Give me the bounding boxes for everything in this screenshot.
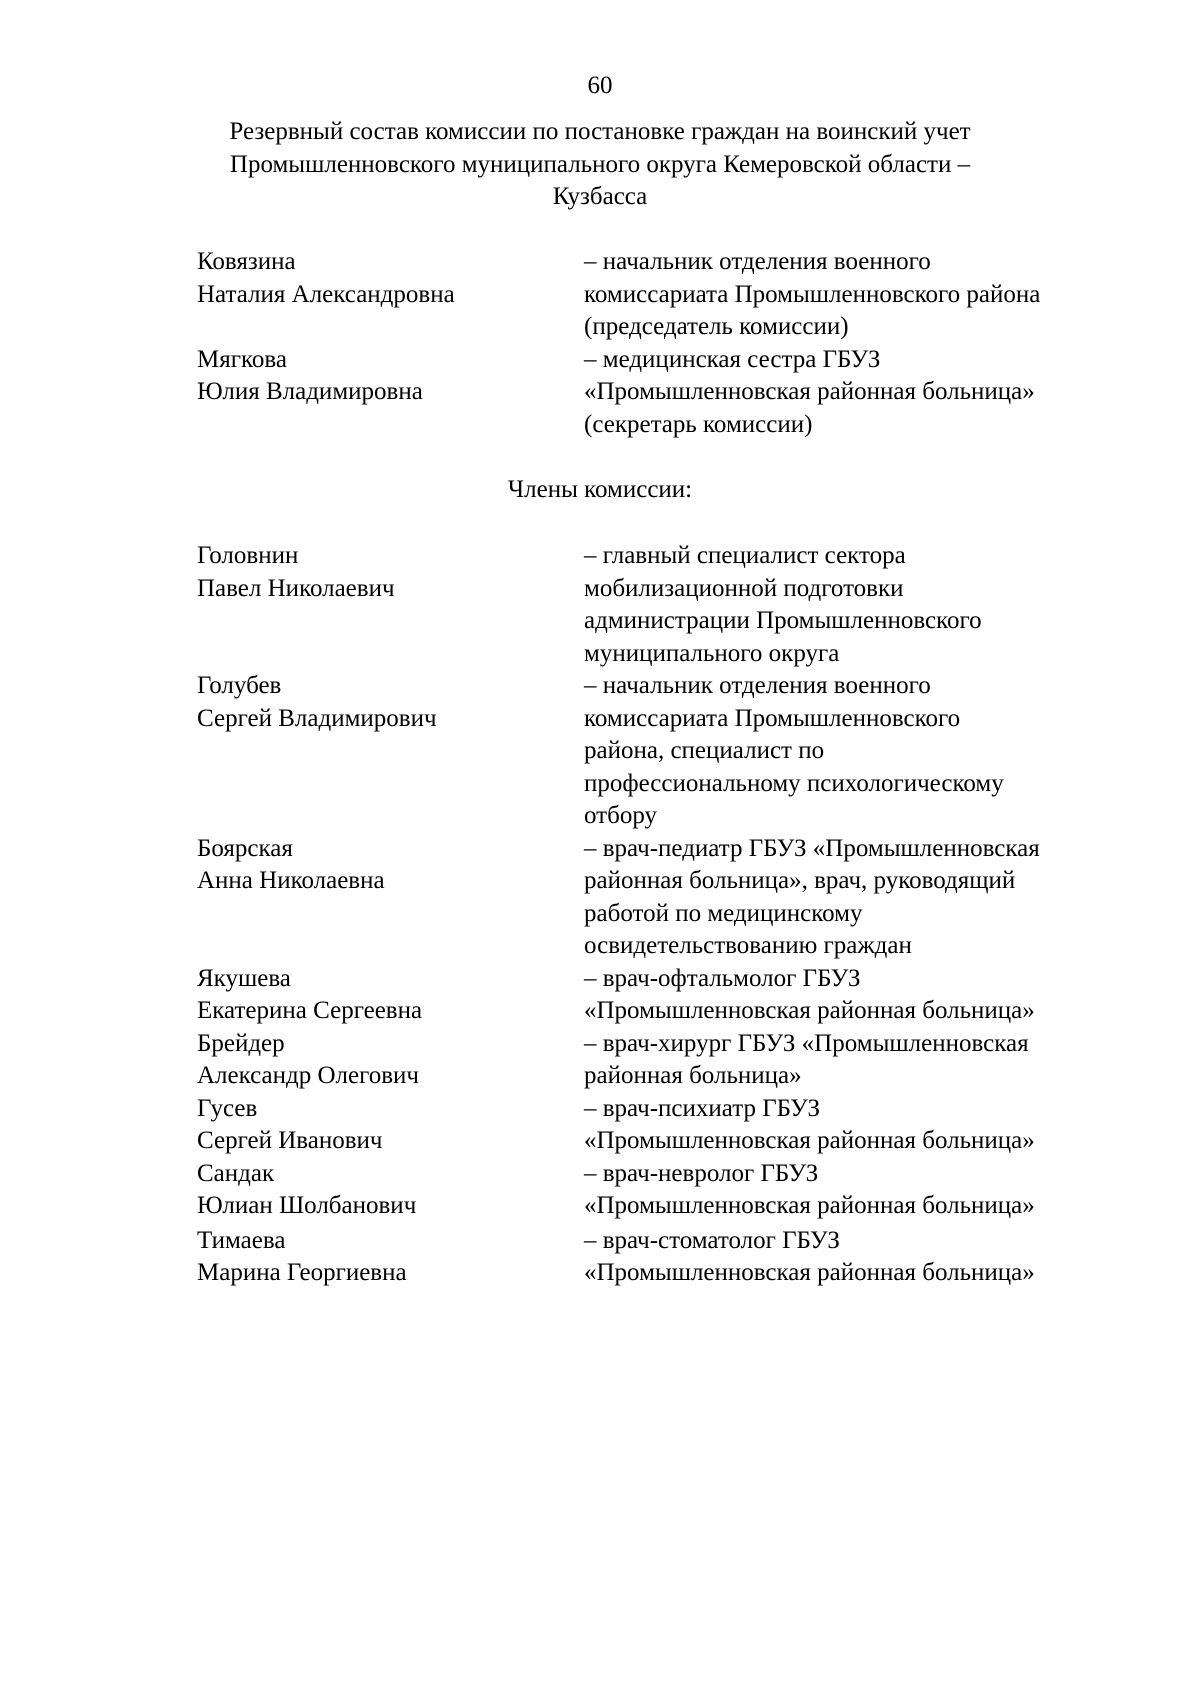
role-line: – врач-хирург ГБУЗ «Промышленновская <box>584 1029 1029 1057</box>
person-given-names: Анна Николаевна <box>197 867 385 894</box>
role-line: районная больница», врач, руководящий <box>584 867 1016 894</box>
role-line: «Промышленновская районная больница» <box>584 997 1035 1024</box>
person-surname: Ковязина <box>197 248 296 275</box>
role-line: – врач-офтальмолог ГБУЗ <box>584 964 861 992</box>
leadership-list <box>197 246 1117 441</box>
role-line: – врач-невролог ГБУЗ <box>584 1159 819 1187</box>
members-list <box>197 540 1117 1290</box>
person-given-names: Павел Николаевич <box>197 574 395 602</box>
person-name <box>197 246 584 344</box>
person-name <box>197 540 584 670</box>
role-line: муниципального округа <box>584 639 840 667</box>
role-line: «Промышленновская районная больница» <box>584 1192 1035 1219</box>
page-number: 60 <box>587 72 613 99</box>
member-entry <box>197 1093 1117 1158</box>
secretary-entry <box>197 344 1117 442</box>
role-line: «Промышленновская районная больница» <box>584 378 1035 405</box>
person-surname: Тимаева <box>197 1226 286 1254</box>
person-surname: Головнин <box>197 542 299 569</box>
person-given-names: Александр Олегович <box>197 1062 420 1089</box>
document-title <box>0 116 1200 214</box>
role-line: «Промышленновская районная больница» <box>584 1259 1035 1286</box>
person-given-names: Марина Георгиевна <box>197 1259 407 1286</box>
person-given-names: Сергей Владимирович <box>197 704 437 732</box>
person-name <box>197 1093 584 1158</box>
person-surname: Боярская <box>197 834 293 862</box>
person-role <box>584 963 1117 1028</box>
person-given-names: Юлиан Шолбанович <box>197 1192 417 1219</box>
role-line: района, специалист по <box>584 737 825 764</box>
person-given-names: Юлия Владимировна <box>197 378 423 405</box>
person-role <box>584 1158 1117 1223</box>
role-line: (секретарь комиссии) <box>584 410 813 438</box>
role-line: – врач-стоматолог ГБУЗ <box>584 1226 840 1254</box>
person-role <box>584 670 1117 833</box>
role-line: мобилизационной подготовки <box>584 574 904 602</box>
person-name <box>197 1028 584 1093</box>
role-line: районная больница» <box>584 1062 802 1089</box>
person-name <box>197 1158 584 1223</box>
person-surname: Голубев <box>197 672 282 699</box>
person-role <box>584 1028 1117 1093</box>
member-entry <box>197 1028 1117 1093</box>
person-given-names: Екатерина Сергеевна <box>197 997 423 1024</box>
person-surname: Брейдер <box>197 1029 285 1057</box>
role-line: – начальник отделения военного <box>584 248 931 275</box>
role-line: – врач-педиатр ГБУЗ «Промышленновская <box>584 834 1040 862</box>
person-name <box>197 1225 584 1290</box>
role-line: администрации Промышленновского <box>584 607 982 634</box>
role-line: освидетельствованию граждан <box>584 932 912 959</box>
role-line: – врач-психиатр ГБУЗ <box>584 1094 821 1122</box>
title-line: Промышленновского муниципального округа Кемеровской области – <box>229 150 971 178</box>
person-surname: Сандак <box>197 1159 275 1187</box>
role-line: профессиональному психологическому <box>584 769 1004 797</box>
person-role <box>584 344 1117 442</box>
title-line: Кузбасса <box>552 183 648 210</box>
person-role <box>584 1093 1117 1158</box>
role-line: комиссариата Промышленновского <box>584 704 961 732</box>
person-name <box>197 833 584 963</box>
role-line: – начальник отделения военного <box>584 672 931 699</box>
role-line: отбору <box>584 802 657 829</box>
person-role <box>584 540 1117 670</box>
person-role <box>584 246 1117 344</box>
person-role <box>584 833 1117 963</box>
person-name <box>197 344 584 442</box>
member-entry <box>197 1158 1117 1223</box>
member-entry <box>197 670 1117 833</box>
member-entry <box>197 540 1117 670</box>
member-entry <box>197 833 1117 963</box>
role-line: «Промышленновская районная больница» <box>584 1127 1035 1154</box>
member-entry <box>197 963 1117 1028</box>
person-surname: Якушева <box>197 964 291 992</box>
role-line: комиссариата Промышленновского района <box>584 280 1041 308</box>
role-line: – главный специалист сектора <box>584 542 906 569</box>
person-surname: Гусев <box>197 1094 258 1122</box>
person-name <box>197 670 584 833</box>
person-surname: Мягкова <box>197 345 287 373</box>
members-heading: Члены комиссии: <box>507 476 693 503</box>
role-line: работой по медицинскому <box>584 899 863 927</box>
person-given-names: Наталия Александровна <box>197 280 455 308</box>
person-name <box>197 963 584 1028</box>
person-role <box>584 1225 1117 1290</box>
title-line: Резервный состав комиссии по постановке граждан на воинский учет <box>229 118 971 145</box>
person-given-names: Сергей Иванович <box>197 1127 383 1154</box>
role-line: – медицинская сестра ГБУЗ <box>584 345 881 373</box>
role-line: (председатель комиссии) <box>584 313 849 340</box>
member-entry <box>197 1225 1117 1290</box>
chair-entry <box>197 246 1117 344</box>
